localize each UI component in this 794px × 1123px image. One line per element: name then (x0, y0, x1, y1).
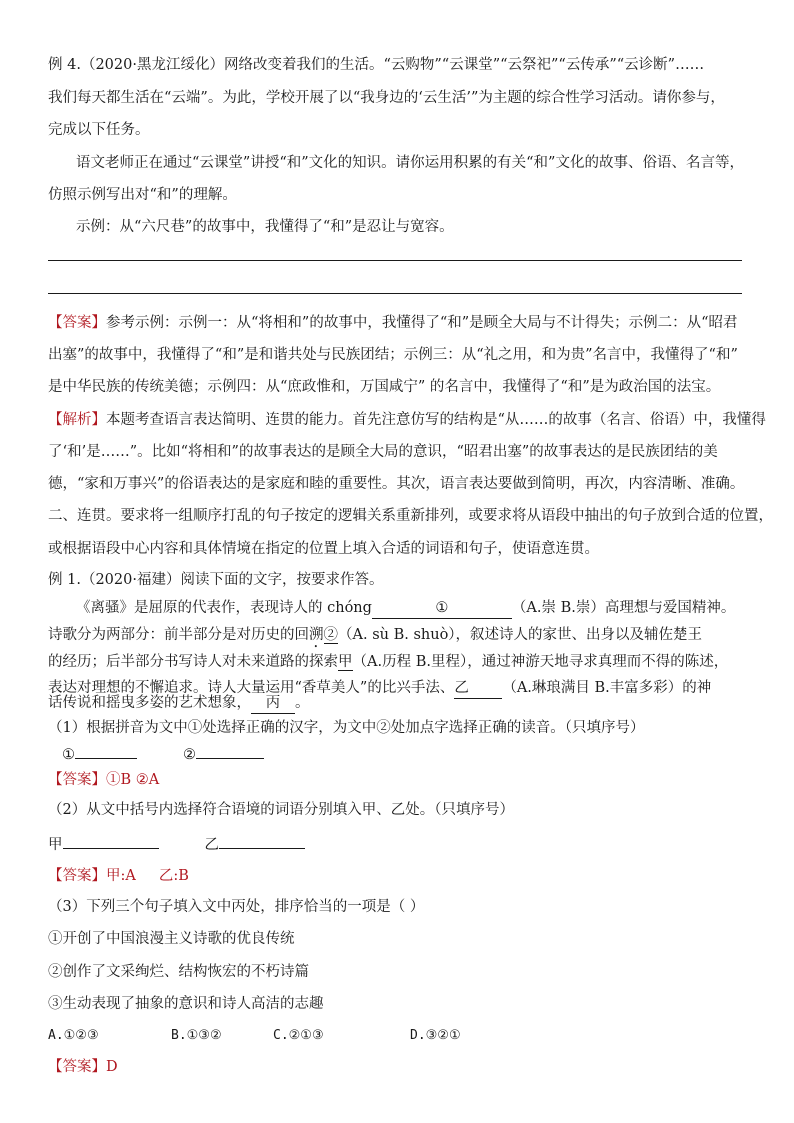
q3-text: （3）下列三个句子填入文中丙处，排序恰当的一项是（ ） (48, 899, 425, 915)
answer-tag: 【答案】 (48, 315, 106, 331)
analysis4-line-1: 【解析】本题考查语言表达简明、连贯的能力。首先注意仿写的结构是“从……的故事（名言、俗语）中，我懂得 (48, 412, 766, 428)
answer-tag: 【答案】 (48, 772, 106, 788)
ex4-line-3: 完成以下任务。 (48, 122, 150, 138)
ex1-para-line-5: 话传说和摇曳多姿的艺术想象， 丙 。 (48, 693, 310, 714)
ex1-para-line-4: 表达对理想的不懈追求。诗人大量运用“香草美人”的比兴手法、乙 （A.琳琅满目 B.丰富多彩）的神 (48, 678, 711, 699)
option-d[interactable]: D.③②① (410, 1028, 461, 1043)
q3-sentence-2: ②创作了文采绚烂、结构恢宏的不朽诗篇 (48, 964, 309, 980)
answer-tag: 【答案】 (48, 868, 106, 884)
ex1-title: 例 1.（2020·福建）阅读下面的文字，按要求作答。 (48, 572, 384, 588)
q2-blanks: 甲 乙 (48, 834, 305, 855)
ex1-para-line-3: 的经历；后半部分书写诗人对未来道路的探索甲（A.历程 B.里程），通过神游天地寻求真理而不得的陈述， (48, 654, 729, 670)
analysis4-line-3: 德，“家和万事兴”的俗语表达的是家庭和睦的重要性。其次，语言表达要做到简明，再次，内容清晰、准确。 (48, 476, 745, 492)
dotted-char: 溯 (309, 627, 324, 643)
blank-1[interactable]: ① (372, 598, 512, 619)
blank-jia[interactable]: 甲 (338, 654, 353, 670)
answer-line-1[interactable] (48, 260, 742, 261)
section2-line-1: 二、连贯。要求将一组顺序打乱的句子按定的逻辑关系重新排列，或要求将从语段中抽出的句子放到合适的位置， (48, 508, 773, 524)
ex1-para-line-1: 《离骚》是屈原的代表作，表现诗人的 chóng ① （A.崇 B.崇）高理想与爱国精神。 (76, 598, 735, 619)
answer-tag: 【答案】 (48, 1059, 106, 1075)
analysis4-line-2: 了‘和’是……”。比如“将相和”的故事表达的是顾全大局的意识，“昭君出塞”的故事表达的是民族团结的美 (48, 444, 718, 460)
q3-sentence-1: ①开创了中国浪漫主义诗歌的优良传统 (48, 931, 295, 947)
q2-blank-yi[interactable] (219, 834, 305, 849)
ex4-line-5: 仿照示例写出对“和”的理解。 (48, 187, 237, 203)
option-b[interactable]: B.①③② (171, 1028, 222, 1043)
q3-options (48, 1026, 461, 1046)
q3-answer: 【答案】D (48, 1059, 118, 1075)
answer-line-2[interactable] (48, 293, 742, 294)
section2-line-2: 或根据语段中心内容和具体情境在指定的位置上填入合适的词语和句子，使语意连贯。 (48, 541, 599, 557)
q1-blanks: ① ② (62, 744, 264, 765)
option-c[interactable]: C.②①③ (273, 1028, 324, 1043)
q2-blank-jia[interactable] (63, 834, 159, 849)
answer4-line-3: 是中华民族的传统美德；示例四：从“庶政惟和，万国咸宁” 的名言中，我懂得了“和”是为政治国的法宝。 (48, 379, 721, 395)
ex4-line-2: 我们每天都生活在“云端”。为此，学校开展了以“我身边的‘云生活’”为主题的综合性学习活动。请你参与， (48, 90, 725, 106)
blank-bing[interactable]: 丙 (251, 693, 295, 714)
ex4-line-1: 例 4.（2020·黑龙江绥化）网络改变着我们的生活。“云购物”“云课堂”“云祭祀”“云传承”“云诊断”…… (48, 57, 705, 73)
blank-yi[interactable]: 乙 (454, 678, 502, 699)
q1-blank-1[interactable] (75, 744, 137, 759)
ex4-line-4: 语文老师正在通过“云课堂”讲授“和”文化的知识。请你运用积累的有关“和”文化的故事、俗语、名言等， (76, 155, 744, 171)
option-a[interactable]: A.①②③ (48, 1028, 99, 1043)
q1-blank-2[interactable] (196, 744, 264, 759)
q2-text: （2）从文中括号内选择符合语境的词语分别填入甲、乙处。（只填序号） (48, 802, 514, 818)
answer4-line-1: 【答案】参考示例：示例一：从“将相和”的故事中，我懂得了“和”是顾全大局与不计得失；示例二：从“昭君 (48, 315, 738, 331)
blank-2[interactable]: ② (323, 627, 338, 643)
ex4-example: 示例：从“六尺巷”的故事中，我懂得了“和”是忍让与宽容。 (76, 219, 454, 235)
answer4-line-2: 出塞”的故事中，我懂得了“和”是和谐共处与民族团结；示例三：从“礼之用，和为贵”名言中，我懂得了“和” (48, 347, 738, 363)
q1-text: （1）根据拼音为文中①处选择正确的汉字，为文中②处加点字选择正确的读音。（只填序号） (48, 720, 645, 736)
ex1-para-line-2: 诗歌分为两部分：前半部分是对历史的回溯②（A. sù B. shuò），叙述诗人的家世、出身以及辅佐楚王 (48, 627, 703, 643)
analysis-tag: 【解析】 (48, 412, 106, 428)
q1-answer: 【答案】①B ②A (48, 772, 160, 788)
q2-answer: 【答案】甲:A 乙:B (48, 868, 189, 884)
q3-sentence-3: ③生动表现了抽象的意识和诗人高洁的志趣 (48, 996, 324, 1012)
